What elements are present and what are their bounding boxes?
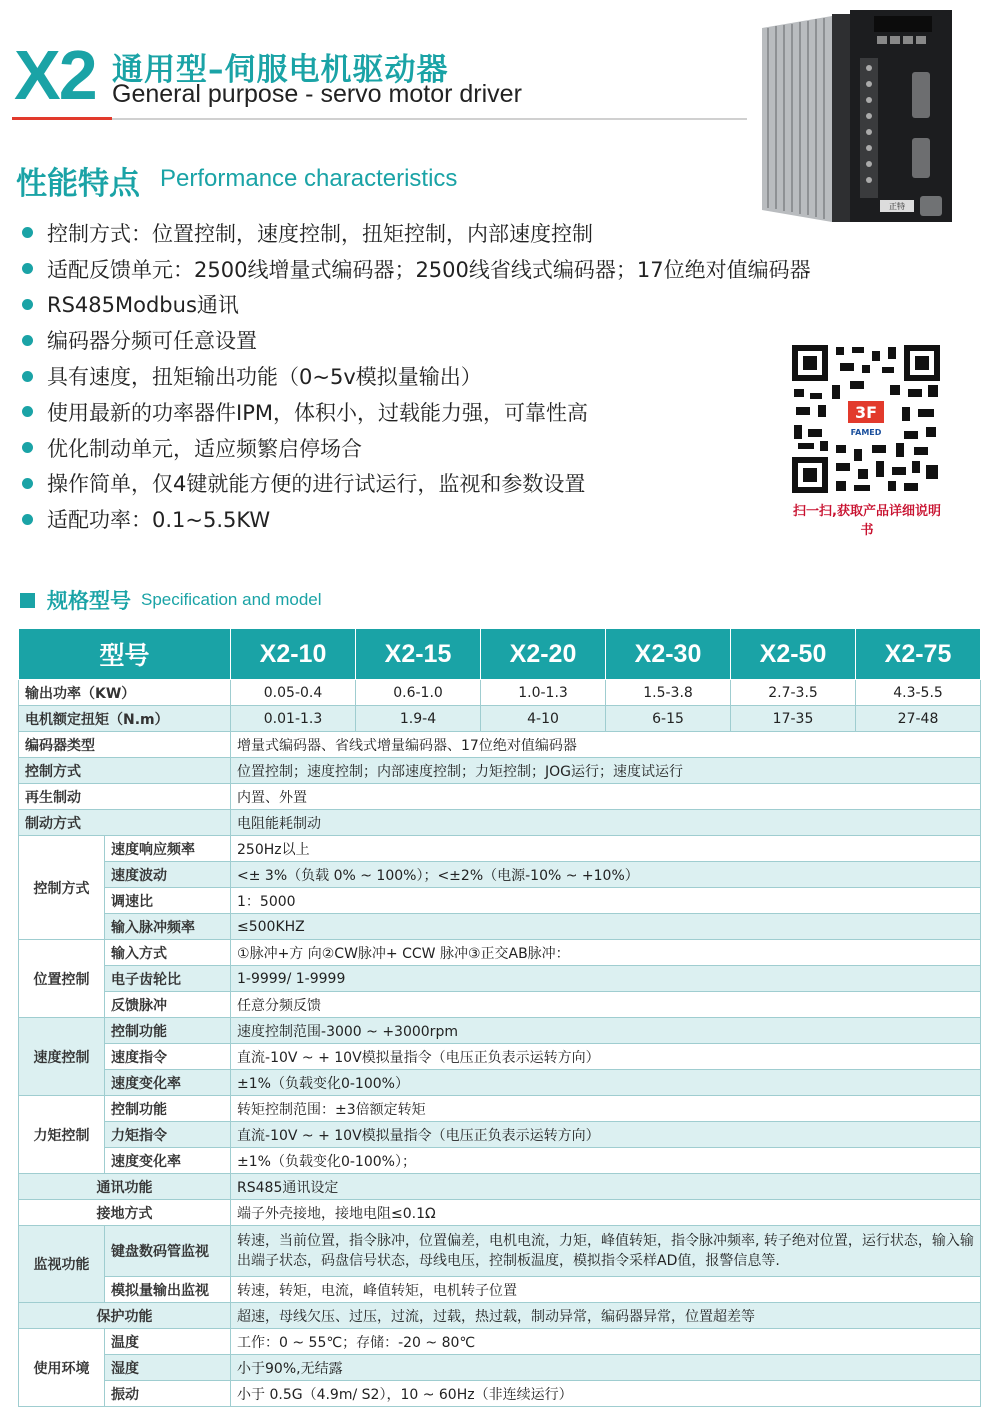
bullet-icon: [22, 263, 33, 274]
performance-title-english: Performance characteristics: [160, 165, 458, 192]
list-item: 使用最新的功率器件IPM，体积小，过载能力强，可靠性高: [22, 394, 811, 430]
table-row: [19, 992, 981, 1018]
table-row: [19, 1096, 981, 1122]
table-row: [19, 1044, 981, 1070]
table-row: [19, 1329, 981, 1355]
table-cell: 转速，当前位置，指令脉冲，位置偏差，电机电流，力矩，峰值转矩，指令脉冲频率, 转子绝对位置，运行状态，输入输出端子状态，码盘信号状态，母线电压，控制板温度，模拟指令采样AD值，报警信息等.: [231, 1226, 981, 1277]
table-cell: 控制功能: [105, 1018, 231, 1044]
table-cell: 控制方式: [19, 836, 105, 940]
table-row: [19, 1303, 981, 1329]
table-cell: 速度响应频率: [105, 836, 231, 862]
performance-title: 性能特点: [16, 166, 140, 202]
table-cell: 位置控制: [19, 940, 105, 1018]
qr-caption: 扫一扫,获取产品详细说明书: [793, 504, 941, 538]
table-cell: 使用环境: [19, 1329, 105, 1407]
table-cell: 0.6-1.0: [356, 680, 481, 706]
table-cell: 再生制动: [19, 784, 231, 810]
column-header: X2-30: [606, 629, 731, 680]
column-header: X2-10: [231, 629, 356, 680]
bullet-icon: [22, 514, 33, 525]
table-cell: 键盘数码管监视: [105, 1226, 231, 1277]
table-cell: 27-48: [856, 706, 981, 732]
svg-text:3F: 3F: [854, 403, 878, 422]
header-divider: [12, 118, 747, 120]
table-cell: 4.3-5.5: [856, 680, 981, 706]
table-cell: 电阻能耗制动: [231, 810, 981, 836]
table-row: [19, 706, 981, 732]
svg-text:正特: 正特: [889, 202, 905, 211]
list-item: 优化制动单元，适应频繁启停场合: [22, 430, 811, 466]
table-cell: 250Hz以上: [231, 836, 981, 862]
table-cell: 位置控制；速度控制；内部速度控制；力矩控制；JOG运行；速度试运行: [231, 758, 981, 784]
table-cell: 4-10: [481, 706, 606, 732]
header-divider-accent: [12, 117, 112, 120]
table-cell: 温度: [105, 1329, 231, 1355]
table-row: [19, 914, 981, 940]
bullet-icon: [22, 335, 33, 346]
table-cell: 电子齿轮比: [105, 966, 231, 992]
bullet-icon: [22, 299, 33, 310]
table-cell: 转矩控制范围：±3倍额定转矩: [231, 1096, 981, 1122]
svg-text:FAMED: FAMED: [850, 428, 882, 437]
table-cell: 转速，转矩，电流，峰值转矩，电机转子位置: [231, 1277, 981, 1303]
table-cell: 输入方式: [105, 940, 231, 966]
table-cell: 1.5-3.8: [606, 680, 731, 706]
column-header: X2-15: [356, 629, 481, 680]
table-cell: 接地方式: [19, 1200, 231, 1226]
table-cell: 湿度: [105, 1355, 231, 1381]
table-cell: 输出功率（KW）: [19, 680, 231, 706]
bullet-icon: [22, 371, 33, 382]
list-item: 编码器分频可任意设置: [22, 322, 811, 358]
list-item: RS485Modbus通讯: [22, 287, 811, 323]
table-cell: 17-35: [731, 706, 856, 732]
table-row: [19, 1148, 981, 1174]
table-row: [19, 784, 981, 810]
table-cell: 直流-10V ~ + 10V模拟量指令（电压正负表示运转方向）: [231, 1122, 981, 1148]
bullet-icon: [22, 442, 33, 453]
table-cell: 内置、外置: [231, 784, 981, 810]
table-cell: ±1%（负载变化0-100%）；: [231, 1148, 981, 1174]
table-row: [19, 966, 981, 992]
table-cell: 保护功能: [19, 1303, 231, 1329]
table-cell: 端子外壳接地，接地电阻≤0.1Ω: [231, 1200, 981, 1226]
table-cell: 1-9999/ 1-9999: [231, 966, 981, 992]
table-cell: 电机额定扭矩（N.m）: [19, 706, 231, 732]
title-chinese: 通用型–伺服电机驱动器: [112, 52, 449, 88]
bullet-icon: [22, 406, 33, 417]
servo-driver-image: [762, 10, 952, 222]
bullet-icon: [22, 227, 33, 238]
table-row: [19, 888, 981, 914]
table-row: [19, 810, 981, 836]
column-header: X2-50: [731, 629, 856, 680]
table-cell: 输入脉冲频率: [105, 914, 231, 940]
table-cell: <± 3%（负载 0% ~ 100%）；<±2%（电源-10% ~ +10%）: [231, 862, 981, 888]
column-header: X2-20: [481, 629, 606, 680]
table-row: [19, 862, 981, 888]
table-cell: 增量式编码器、省线式增量编码器、17位绝对值编码器: [231, 732, 981, 758]
list-item: 控制方式：位置控制，速度控制，扭矩控制，内部速度控制: [22, 215, 811, 251]
table-row: [19, 1381, 981, 1407]
table-row: [19, 732, 981, 758]
spec-heading: [20, 585, 322, 615]
table-cell: 速度变化率: [105, 1148, 231, 1174]
table-row: [19, 758, 981, 784]
table-cell: 超速，母线欠压、过压，过流，过载，热过载，制动异常，编码器异常，位置超差等: [231, 1303, 981, 1329]
table-cell: 小于 0.5G（4.9m/ S2），10 ~ 60Hz（非连续运行）: [231, 1381, 981, 1407]
title-english: General purpose - servo motor driver: [112, 80, 522, 108]
table-cell: 通讯功能: [19, 1174, 231, 1200]
table-cell: 1.0-1.3: [481, 680, 606, 706]
table-cell: 小于90%,无结露: [231, 1355, 981, 1381]
table-cell: 力矩指令: [105, 1122, 231, 1148]
table-cell: 控制功能: [105, 1096, 231, 1122]
table-cell: 0.01-1.3: [231, 706, 356, 732]
spec-title: 规格型号: [47, 589, 131, 613]
table-cell: 力矩控制: [19, 1096, 105, 1174]
table-row: [19, 1277, 981, 1303]
table-cell: 速度指令: [105, 1044, 231, 1070]
table-cell: 工作：0 ~ 55℃；存储：-20 ~ 80℃: [231, 1329, 981, 1355]
table-row: [19, 1070, 981, 1096]
table-cell: 1：5000: [231, 888, 981, 914]
table-row: [19, 1122, 981, 1148]
table-row: [19, 680, 981, 706]
spec-title-english: Specification and model: [141, 590, 322, 609]
table-cell: 制动方式: [19, 810, 231, 836]
table-cell: 编码器类型: [19, 732, 231, 758]
column-header: X2-75: [856, 629, 981, 680]
table-row: [19, 1174, 981, 1200]
table-cell: 任意分频反馈: [231, 992, 981, 1018]
table-cell: 1.9-4: [356, 706, 481, 732]
table-cell: 速度变化率: [105, 1070, 231, 1096]
bullet-icon: [22, 478, 33, 489]
table-cell: 0.05-0.4: [231, 680, 356, 706]
list-item: 适配反馈单元：2500线增量式编码器；2500线省线式编码器；17位绝对值编码器: [22, 251, 811, 287]
model-name: X2: [14, 36, 96, 114]
table-cell: 速度波动: [105, 862, 231, 888]
table-cell: RS485通讯设定: [231, 1174, 981, 1200]
list-item: 适配功率：0.1~5.5KW: [22, 501, 811, 537]
table-row: [19, 1355, 981, 1381]
table-row: [19, 1200, 981, 1226]
table-cell: ①脉冲+方 向②CW脉冲+ CCW 脉冲③正交AB脉冲：: [231, 940, 981, 966]
table-cell: ±1%（负载变化0-100%）: [231, 1070, 981, 1096]
spec-table: [18, 628, 981, 1407]
feature-list: [22, 215, 811, 537]
table-header-row: [19, 629, 981, 680]
table-cell: 监视功能: [19, 1226, 105, 1303]
table-cell: 6-15: [606, 706, 731, 732]
qr-code[interactable]: [792, 345, 940, 493]
table-cell: 模拟量输出监视: [105, 1277, 231, 1303]
table-cell: 2.7-3.5: [731, 680, 856, 706]
column-header: 型号: [19, 629, 231, 680]
table-row: [19, 1226, 981, 1277]
table-row: [19, 836, 981, 862]
table-cell: ≤500KHZ: [231, 914, 981, 940]
list-item: 具有速度，扭矩输出功能（0~5v模拟量输出）: [22, 358, 811, 394]
table-cell: 速度控制范围-3000 ~ +3000rpm: [231, 1018, 981, 1044]
table-row: [19, 940, 981, 966]
square-bullet-icon: [20, 593, 35, 608]
table-cell: 反馈脉冲: [105, 992, 231, 1018]
table-cell: 振动: [105, 1381, 231, 1407]
list-item: 操作简单，仅4键就能方便的进行试运行，监视和参数设置: [22, 466, 811, 502]
table-cell: 控制方式: [19, 758, 231, 784]
table-row: [19, 1018, 981, 1044]
table-cell: 调速比: [105, 888, 231, 914]
table-cell: 直流-10V ~ + 10V模拟量指令（电压正负表示运转方向）: [231, 1044, 981, 1070]
table-cell: 速度控制: [19, 1018, 105, 1096]
